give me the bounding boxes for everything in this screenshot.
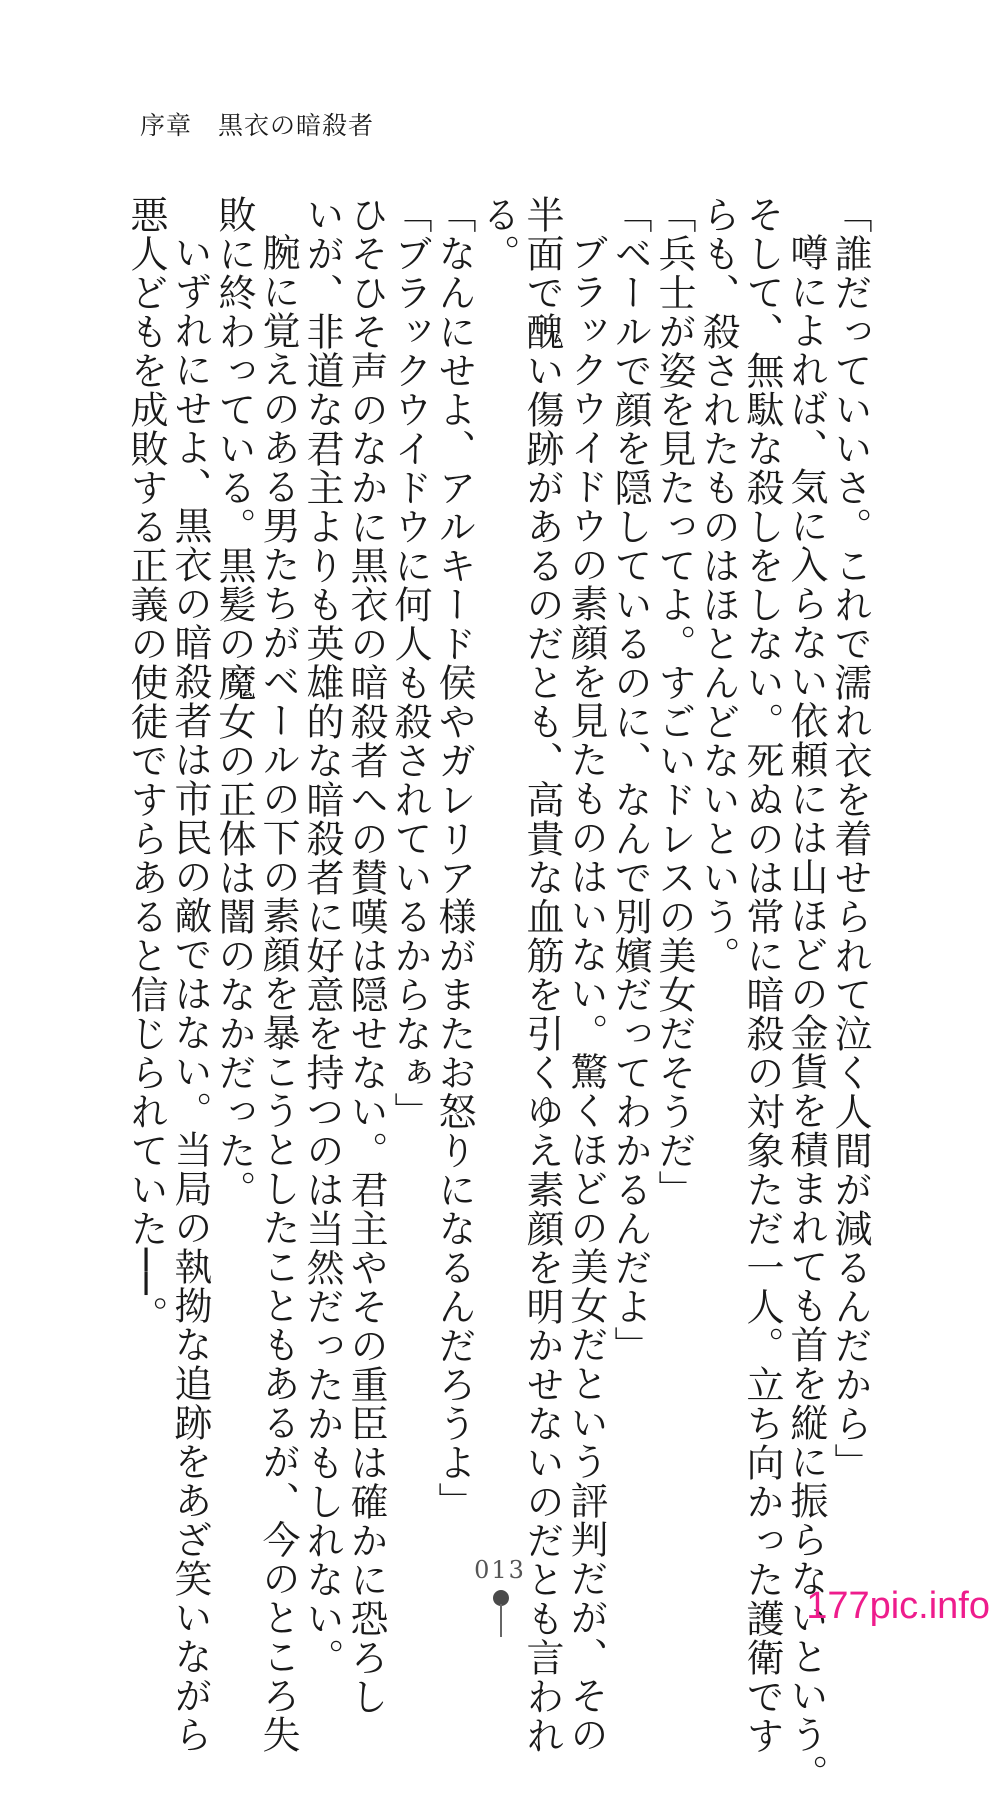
text-line: 「ブラックウイドウに何人も殺されているからなぁ」 — [388, 195, 432, 1131]
text-line: らも、殺されたものはほとんどないという。 — [696, 195, 740, 975]
text-line: 半面で醜い傷跡があるのだとも、高貴な血筋を引くゆえ素顔を明かせないのだとも言われ — [520, 195, 564, 1755]
text-line: 悪人どもを成敗する正義の使徒ですらあると信じられていた──。 — [124, 195, 168, 1335]
text-line: 「ベールで顔を隠しているのに、なんで別嬪だってわかるんだよ」 — [608, 195, 652, 1365]
page-marker-line — [500, 1604, 502, 1637]
text-line: そして、無駄な殺しをしない。死ぬのは常に暗殺の対象ただ一人。立ち向かった護衛です — [740, 195, 784, 1755]
text-line: 「誰だっていいさ。これで濡れ衣を着せられて泣く人間が減るんだから」 — [828, 195, 872, 1482]
text-line: 「なんにせよ、アルキード侯やガレリア様がまたお怒りになるんだろうよ」 — [432, 195, 476, 1521]
text-line: いずれにせよ、黒衣の暗殺者は市民の敵ではない。当局の執拗な追跡をあざ笑いながら — [168, 233, 212, 1754]
text-line: 噂によれば、気に入らない依頼には山ほどの金貨を積まれても首を縦に振らないという。 — [784, 233, 828, 1793]
text-line: 腕に覚えのある男たちがベールの下の素顔を暴こうとしたこともあるが、今のところ失 — [256, 233, 300, 1754]
page-number: 013 — [474, 1556, 526, 1584]
text-line: 敗に終わっている。黒髪の魔女の正体は闇のなかだった。 — [212, 195, 256, 1209]
text-line: 「兵士が姿を見たってよ。すごいドレスの美女だそうだ」 — [652, 195, 696, 1209]
chapter-header: 序章 黒衣の暗殺者 — [140, 111, 375, 140]
watermark: 177pic.info — [806, 1585, 990, 1627]
text-line: る。 — [476, 195, 520, 273]
text-line: ひそひそ声のなかに黒衣の暗殺者への賛嘆は隠せない。君主やその重臣は確かに恐ろし — [344, 195, 388, 1716]
text-line: ブラックウイドウの素顔を見たものはいない。驚くほどの美女だという評判だが、その — [564, 233, 608, 1754]
text-line: いが、非道な君主よりも英雄的な暗殺者に好意を持つのは当然だったかもしれない。 — [300, 195, 344, 1677]
